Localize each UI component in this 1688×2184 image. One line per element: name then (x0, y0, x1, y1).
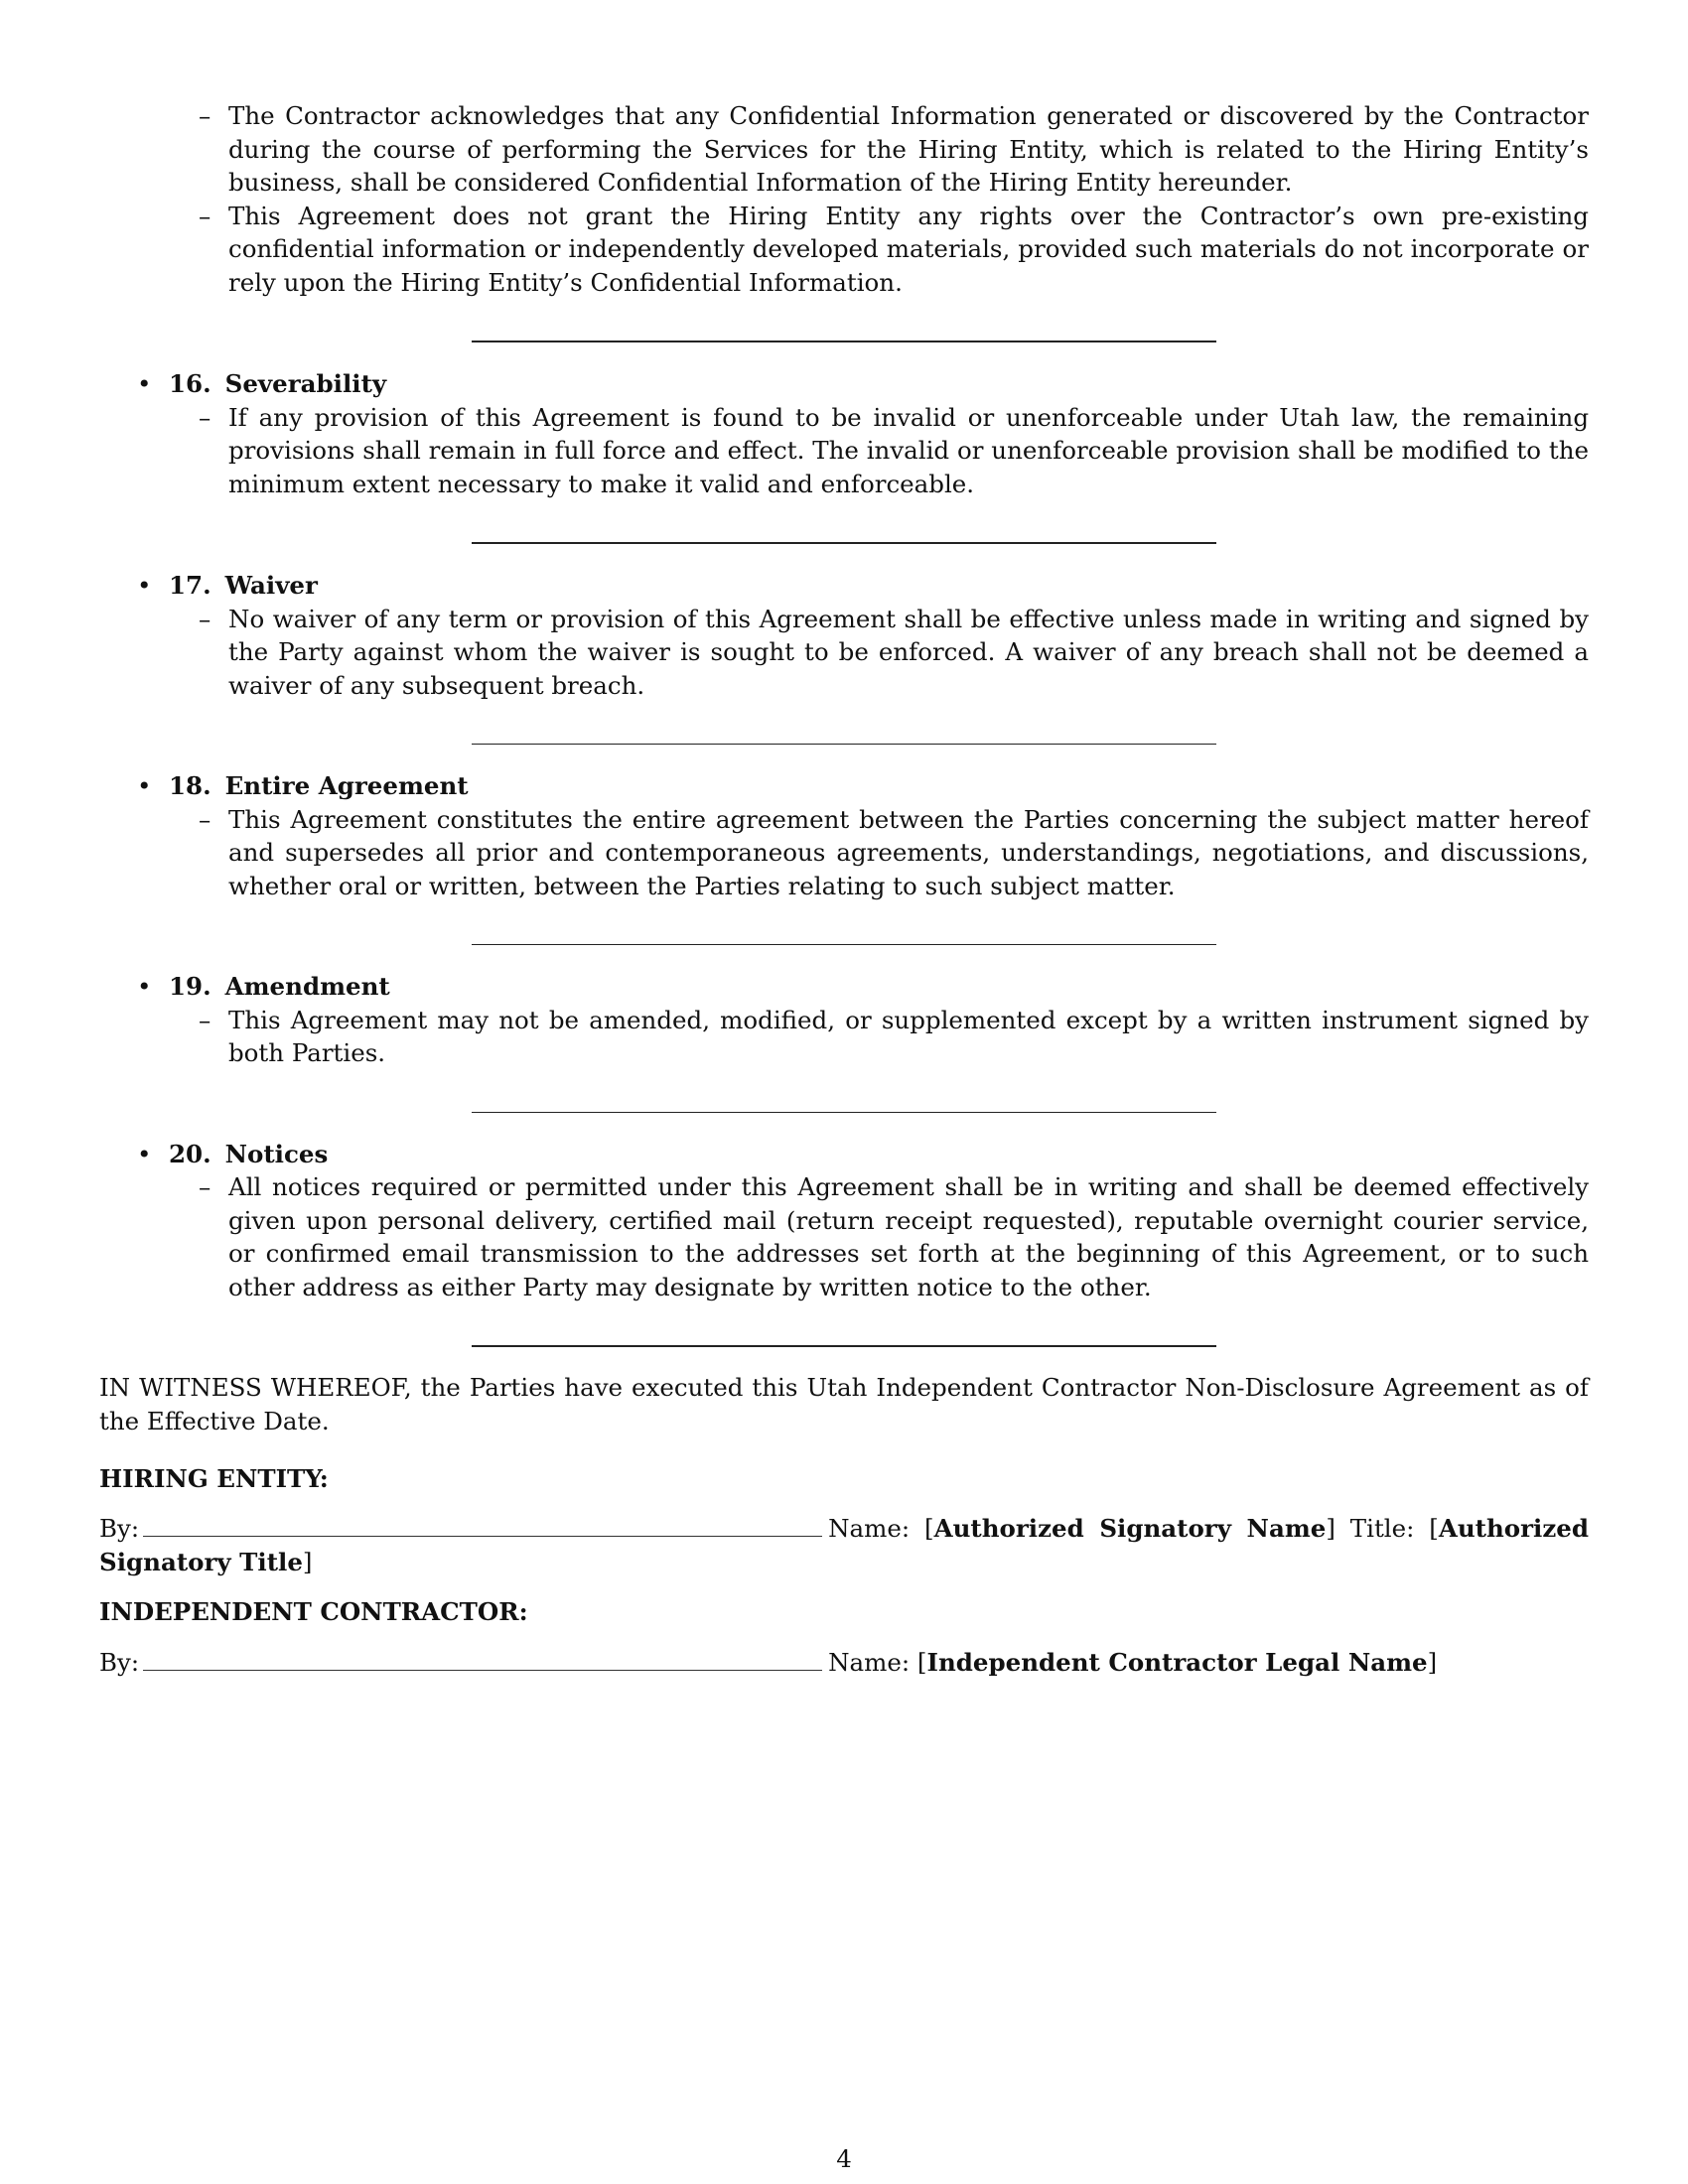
sub-item-text: The Contractor acknowledges that any Confidential Information generated or discovered by the Contractor during the course of performing the Services for the Hiring Entity, which is related to the Hiring Entity’s business, shall be considered Confidential Information of the Hiring Entity hereunder. (228, 101, 1589, 197)
sub-item-text: This Agreement does not grant the Hiring Entity any rights over the Contractor’s own pre-existing confidential information or independently developed materials, provided such materials do not incorporate or rely upon the Hiring Entity’s Confidential Information. (228, 201, 1589, 297)
signatory-name-placeholder: Authorized Signatory Name (933, 1514, 1327, 1543)
title-label: Title: (1349, 1514, 1415, 1543)
sub-item (99, 1170, 1589, 1303)
section-number: 19. (169, 972, 211, 1001)
section-severability (99, 367, 1589, 500)
section-divider (472, 1345, 1216, 1347)
name-label: Name: (828, 1514, 911, 1543)
sub-item (99, 803, 1589, 903)
section-waiver (99, 569, 1589, 702)
sub-item (99, 200, 1589, 300)
by-label: By: (99, 1514, 140, 1543)
sub-item (99, 603, 1589, 703)
dash-marker: – (199, 101, 211, 130)
section-number: 18. (169, 771, 211, 800)
dash-marker: – (199, 1005, 211, 1034)
sub-item-text: This Agreement may not be amended, modified, or supplemented except by a written instrument signed by both Parties. (228, 1005, 1589, 1067)
section-number: 20. (169, 1139, 211, 1168)
section-title: Waiver (224, 571, 318, 600)
witness-clause: IN WITNESS WHEREOF, the Parties have executed this Utah Independent Contractor Non-Disclosure Agreement as of the Effective Date. (99, 1373, 1589, 1435)
sub-item (99, 401, 1589, 501)
section-divider (472, 542, 1216, 544)
section-title: Amendment (224, 972, 390, 1001)
section-heading (99, 769, 1589, 803)
section-divider (472, 1112, 1216, 1113)
sub-item (99, 1004, 1589, 1070)
section-title: Notices (224, 1139, 329, 1168)
sub-item-text: If any provision of this Agreement is found to be invalid or unenforceable under Utah law, the remaining provisions shall remain in full force and effect. The invalid or unenforceable provision shall be modified to the minimum extent necessary to make it valid and enforceable. (228, 402, 1589, 498)
dash-marker: – (199, 1172, 211, 1201)
signature-line[interactable] (143, 1646, 822, 1671)
signature-line[interactable] (143, 1512, 822, 1537)
sub-item-text: All notices required or permitted under this Agreement shall be in writing and shall be deemed effectively given upon personal delivery, certified mail (return receipt requested), reputable overnight courier service, or confirmed email transmission to the addresses set forth at the beginning of this Agreement, or to such other address as either Party may designate by written notice to the other. (228, 1172, 1589, 1301)
section-heading (99, 569, 1589, 603)
bullet-marker: • (137, 771, 152, 800)
sub-item (99, 99, 1589, 200)
section-divider (472, 341, 1216, 342)
page-number: 4 (836, 2144, 852, 2173)
hiring-entity-signature-block: By: Name: [Authorized Signatory Name] Title: [Authorized Signatory Title] (99, 1514, 1589, 1576)
contractor-name-placeholder: Independent Contractor Legal Name (926, 1647, 1428, 1677)
contractor-heading: INDEPENDENT CONTRACTOR: (99, 1597, 528, 1626)
bullet-marker: • (137, 972, 152, 1001)
signatory-title-placeholder: Authorized Signatory Title (99, 1514, 1589, 1576)
dash-marker: – (199, 201, 211, 230)
bullet-marker: • (137, 1139, 152, 1168)
dash-marker: – (199, 604, 211, 633)
section-heading (99, 970, 1589, 1004)
section-divider (472, 944, 1216, 945)
document-page (99, 99, 1589, 1679)
dash-marker: – (199, 804, 211, 834)
section-entire-agreement (99, 769, 1589, 902)
section-number: 17. (169, 571, 211, 600)
name-label: Name: (828, 1647, 911, 1677)
section-amendment (99, 970, 1589, 1070)
section-heading (99, 367, 1589, 401)
contractor-signature-block: By: Name: [Independent Contractor Legal Name] (99, 1647, 1438, 1677)
section-title: Entire Agreement (224, 771, 469, 800)
sub-item-text: No waiver of any term or provision of this Agreement shall be effective unless made in writing and signed by the Party against whom the waiver is sought to be enforced. A waiver of any breach shall not be deemed a waiver of any subsequent breach. (228, 604, 1589, 700)
section-divider (472, 744, 1216, 745)
dash-marker: – (199, 402, 211, 432)
bullet-marker: • (137, 571, 152, 600)
section-notices (99, 1138, 1589, 1304)
hiring-entity-heading: HIRING ENTITY: (99, 1463, 329, 1493)
by-label: By: (99, 1647, 140, 1677)
section-title: Severability (224, 369, 387, 398)
sub-item-text: This Agreement constitutes the entire agreement between the Parties concerning the subject matter hereof and supersedes all prior and contemporaneous agreements, understandings, negotiations, and discussions, whether oral or written, between the Parties relating to such subject matter. (228, 804, 1589, 900)
section-number: 16. (169, 369, 211, 398)
bullet-marker: • (137, 369, 152, 398)
section-heading (99, 1138, 1589, 1171)
